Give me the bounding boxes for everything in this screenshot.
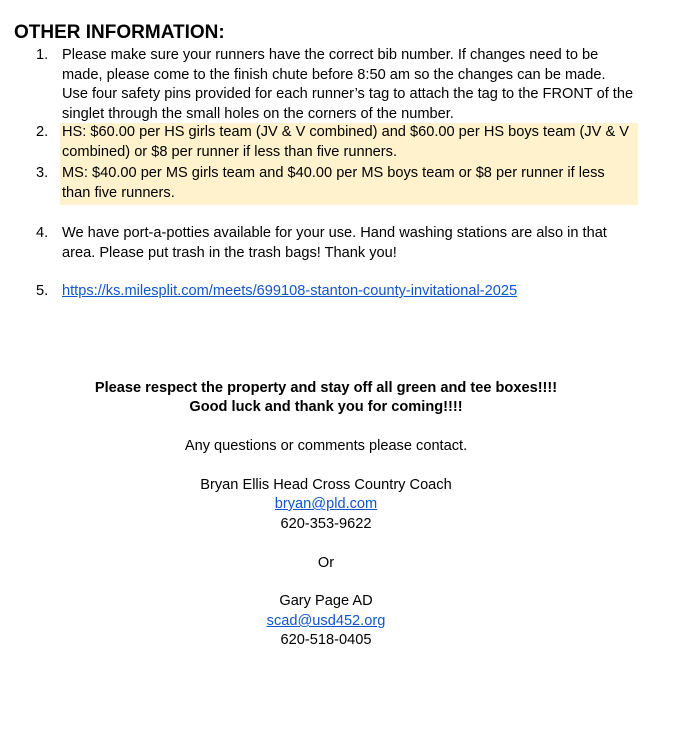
good-luck-notice: Good luck and thank you for coming!!!!	[189, 399, 463, 415]
text-line: than five runners.	[62, 184, 175, 201]
contact1-email-link[interactable]: bryan@pld.com	[274, 496, 378, 512]
contact1-email-wrap	[0, 495, 652, 515]
list-item-number: 2.	[36, 124, 49, 140]
list-item-text	[62, 123, 652, 162]
text-line: area. Please put trash in the trash bags! Thank you!	[62, 244, 397, 261]
text-line: singlet through the small holes on the corners of the number.	[62, 105, 454, 122]
contact1-name: Bryan Ellis Head Cross Country Coach	[200, 477, 452, 493]
questions-text: Any questions or comments please contact.	[184, 438, 468, 454]
contact1-phone: 620-353-9622	[280, 516, 372, 532]
meet-link[interactable]: https://ks.milesplit.com/meets/699108-stanton-county-invitational-2025	[62, 283, 518, 299]
contact2-email-link[interactable]: scad@usd452.org	[266, 613, 386, 629]
list-item-number: 4.	[36, 225, 49, 241]
contact2-email-wrap	[0, 612, 652, 632]
contact2-name: Gary Page AD	[279, 593, 373, 609]
list-item-text	[62, 282, 652, 302]
list-item-text	[62, 164, 652, 203]
text-line: combined) or $8 per runner if less than five runners.	[62, 143, 398, 160]
list-item-number: 5.	[36, 283, 49, 299]
text-line: HS: $60.00 per HS girls team (JV & V combined) and $60.00 per HS boys team (JV & V	[62, 124, 629, 140]
text-line: Please make sure your runners have the correct bib number. If changes need to be	[62, 47, 599, 63]
text-line: Use four safety pins provided for each runner’s tag to attach the tag to the FRONT of the	[62, 86, 634, 102]
list-item-text	[62, 224, 652, 263]
list-item-number: 1.	[36, 47, 49, 63]
or-text: Or	[317, 555, 335, 571]
text-line: made, please come to the finish chute before 8:50 am so the changes can be made.	[62, 66, 606, 83]
text-line: MS: $40.00 per MS girls team and $40.00 per MS boys team or $8 per runner if less	[62, 165, 605, 181]
respect-notice: Please respect the property and stay off all green and tee boxes!!!!	[94, 380, 558, 396]
list-item-number: 3.	[36, 165, 49, 181]
text-line: We have port-a-potties available for your use. Hand washing stations are also in that	[62, 225, 607, 241]
contact2-phone: 620-518-0405	[280, 632, 372, 648]
section-heading: OTHER INFORMATION:	[14, 22, 225, 43]
list-item-text	[62, 46, 652, 124]
